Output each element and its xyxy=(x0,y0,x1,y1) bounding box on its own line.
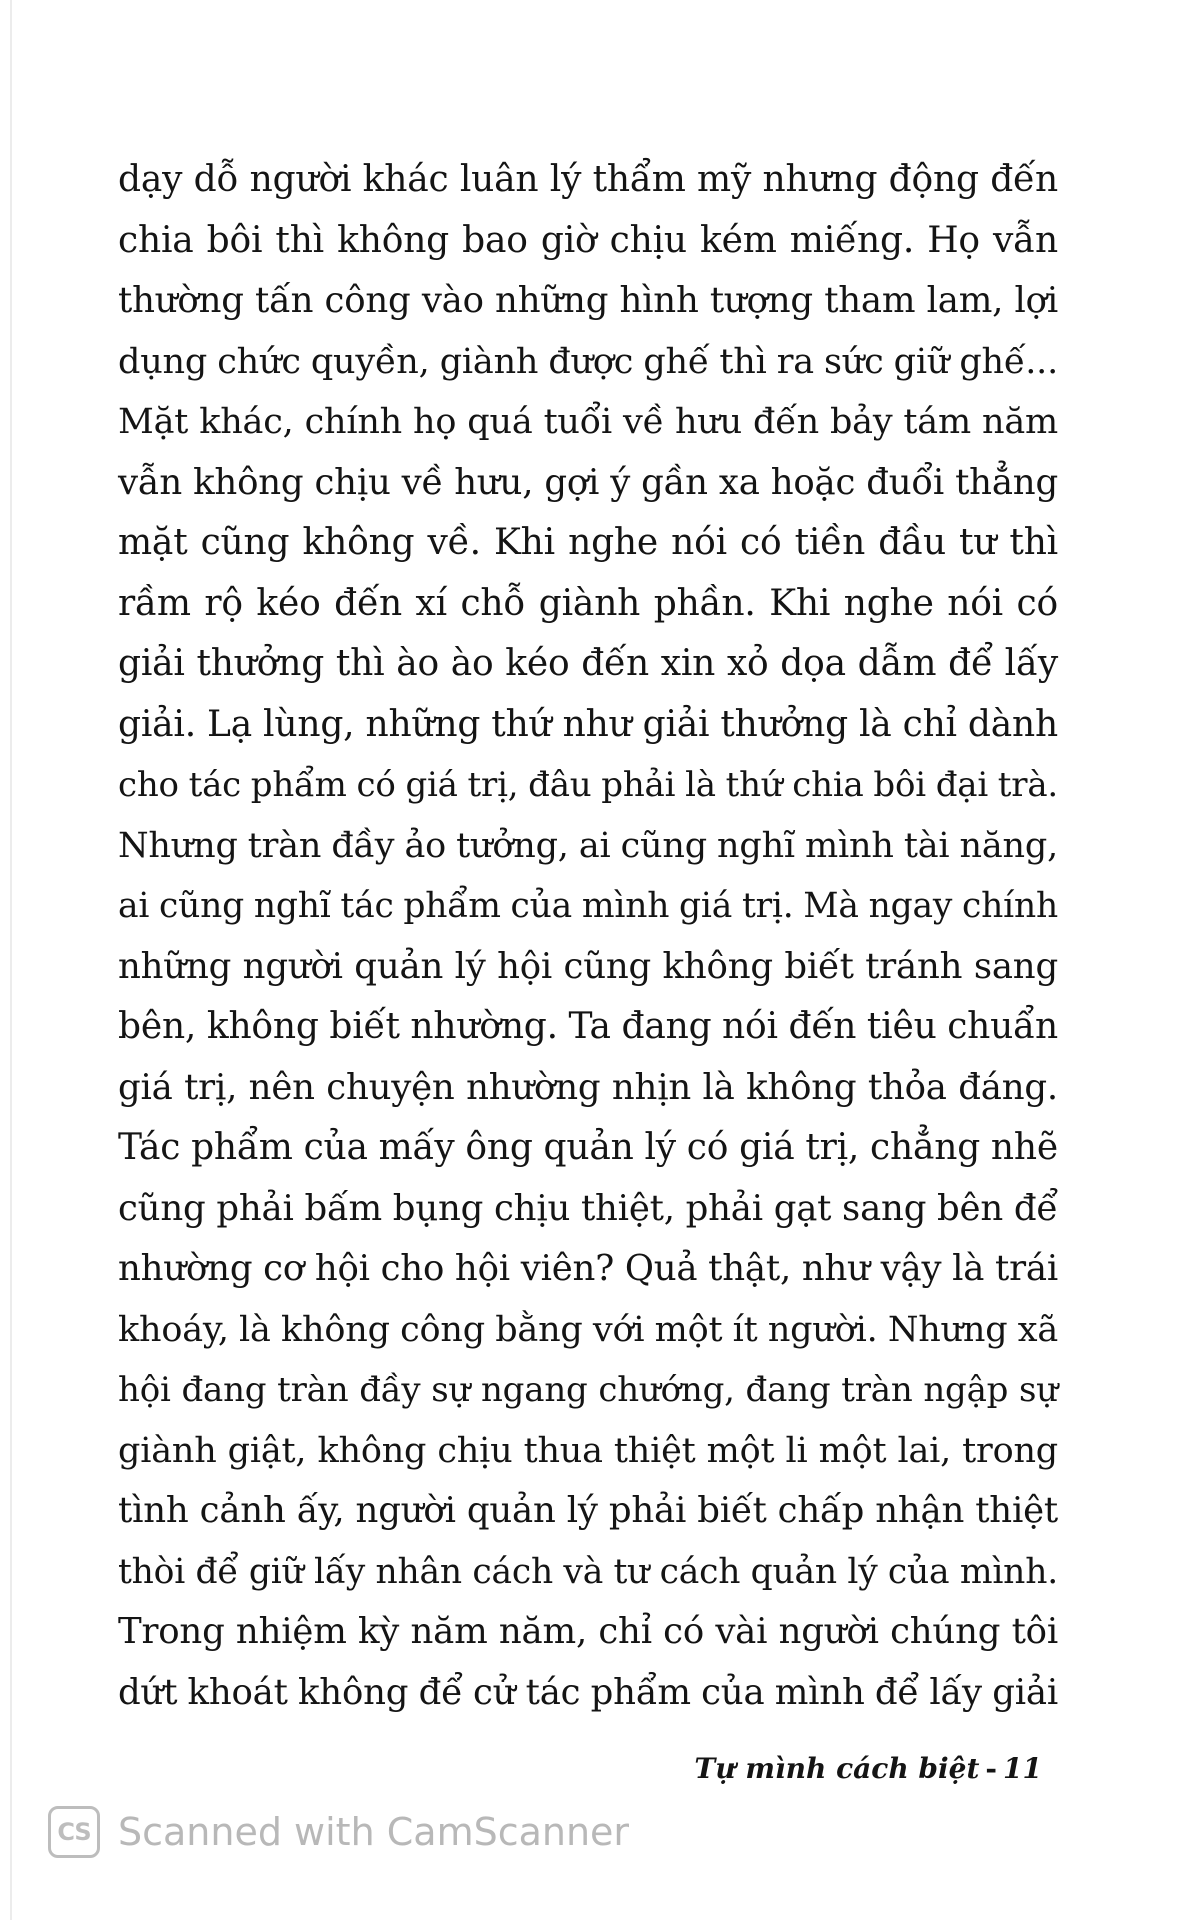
text-line-15: bên, không biết nhường. Ta đang nói đến tiêu chuẩn xyxy=(118,1006,1058,1047)
text-line-13: ai cũng nghĩ tác phẩm của mình giá trị. Mà ngay chính xyxy=(118,886,1058,926)
watermark-text: Scanned with CamScanner xyxy=(118,1810,630,1854)
text-line-18: cũng phải bấm bụng chịu thiệt, phải gạt sang bên để xyxy=(118,1187,1058,1229)
page-footer xyxy=(694,1752,1042,1785)
text-line-10: giải. Lạ lùng, những thứ như giải thưởng là chỉ dành xyxy=(118,703,1058,745)
footer-separator: - xyxy=(985,1752,998,1785)
text-line-14: những người quản lý hội cũng không biết tránh sang xyxy=(118,945,1058,987)
page-edge xyxy=(10,0,12,1920)
text-line-25: Trong nhiệm kỳ năm năm, chỉ có vài người chúng tôi xyxy=(118,1611,1058,1652)
text-line-23: tình cảnh ấy, người quản lý phải biết chấp nhận thiệt xyxy=(118,1490,1058,1531)
text-line-17: Tác phẩm của mấy ông quản lý có giá trị, chẳng nhẽ xyxy=(118,1127,1058,1168)
camscanner-watermark xyxy=(48,1806,629,1858)
text-line-7: mặt cũng không về. Khi nghe nói có tiền đầu tư thì xyxy=(118,522,1058,563)
text-line-22: giành giật, không chịu thua thiệt một li một lai, trong xyxy=(118,1430,1058,1471)
camscanner-logo-icon: CS xyxy=(48,1806,100,1858)
text-line-24: thòi để giữ lấy nhân cách và tư cách quản lý của mình. xyxy=(118,1551,1058,1592)
footer-title: Tự mình cách biệt xyxy=(694,1752,980,1785)
text-line-1: dạy dỗ người khác luân lý thẩm mỹ nhưng động đến xyxy=(118,159,1058,200)
page-number: 11 xyxy=(1003,1752,1042,1785)
text-line-5: Mặt khác, chính họ quá tuổi về hưu đến bảy tám năm xyxy=(118,402,1058,442)
text-line-19: nhường cơ hội cho hội viên? Quả thật, như vậy là trái xyxy=(118,1248,1058,1289)
text-line-3: thường tấn công vào những hình tượng tham lam, lợi xyxy=(118,280,1058,321)
text-line-26: dứt khoát không để cử tác phẩm của mình để lấy giải xyxy=(118,1671,1058,1713)
text-line-21: hội đang tràn đầy sự ngang chướng, đang tràn ngập sự xyxy=(118,1370,1058,1410)
text-line-6: vẫn không chịu về hưu, gợi ý gần xa hoặc đuổi thẳng xyxy=(118,461,1058,503)
body-text xyxy=(118,150,1058,1723)
text-line-11: cho tác phẩm có giá trị, đâu phải là thứ chia bôi đại trà. xyxy=(118,765,1058,805)
text-line-16: giá trị, nên chuyện nhường nhịn là không thỏa đáng. xyxy=(118,1066,1058,1108)
text-line-2: chia bôi thì không bao giờ chịu kém miếng. Họ vẫn xyxy=(118,219,1058,261)
text-line-4: dụng chức quyền, giành được ghế thì ra sức giữ ghế... xyxy=(118,341,1058,382)
text-line-12: Nhưng tràn đầy ảo tưởng, ai cũng nghĩ mình tài năng, xyxy=(118,825,1058,866)
text-line-8: rầm rộ kéo đến xí chỗ giành phần. Khi nghe nói có xyxy=(118,582,1058,624)
text-line-20: khoáy, là không công bằng với một ít người. Nhưng xã xyxy=(118,1309,1058,1350)
text-line-9: giải thưởng thì ào ào kéo đến xin xỏ dọa dẫm để lấy xyxy=(118,643,1058,684)
